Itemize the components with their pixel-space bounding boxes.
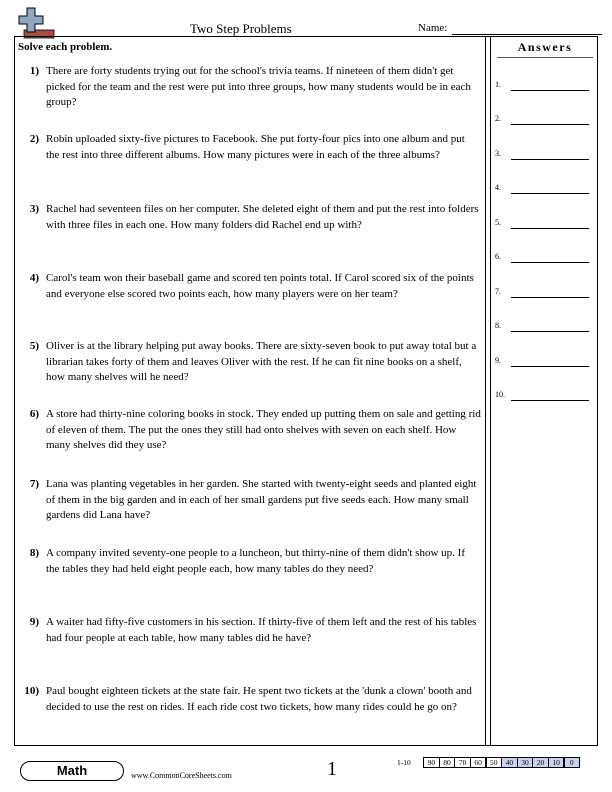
question-text: Oliver is at the library helping put away books. There are sixty-seven book to put away total but a librarian takes forty of them and leaves Oliver with the rest. If he can fit nine books on a shelf, how many shelves will he need? [46,340,477,384]
question-number: 5) [29,340,39,352]
answer-row [495,287,595,301]
answer-row [495,149,595,163]
answer-field[interactable] [511,193,589,194]
question-text: A waiter had fifty-five customers in his section. If thirty-five of them left and the rest of his tables had four people at each table, how many tables did he have? [46,616,477,644]
answer-field[interactable] [511,331,589,332]
score-table [424,757,580,768]
answer-row [495,390,595,404]
question-number: 1) [29,65,39,77]
question-number: 2) [29,133,39,145]
page-title: Two Step Problems [190,21,292,36]
column-divider [485,36,491,746]
score-cell: 20 [532,757,548,768]
instructions: Solve each problem. [18,41,113,53]
question-text: Paul bought eighteen tickets at the state fair. He spent two tickets at the 'dunk a clown' booth and decided to use the rest on rides. If each ride cost two tickets, how many rides could he go on? [46,685,472,713]
question-text: There are forty students trying out for the school's trivia teams. If nineteen of them didn't get picked for the team and the rest were put into three groups, how many students would be in each group? [46,65,471,109]
answer-number: 8. [495,321,501,330]
name-field[interactable] [452,34,602,35]
answer-field[interactable] [511,262,589,263]
answer-field[interactable] [511,90,589,91]
question-number: 3) [29,203,39,215]
answers-heading: Answers [517,40,573,54]
answer-number: 1. [495,80,501,89]
answer-number: 4. [495,183,501,192]
question-text: Rachel had seventeen files on her computer. She deleted eight of them and put the rest into folders with three files in each one. How many folders did Rachel end up with? [46,203,479,231]
answer-row [495,252,595,266]
score-cell: 0 [564,757,580,768]
subject-badge: Math [20,761,124,781]
answer-number: 9. [495,356,501,365]
site-url: www.CommonCoreSheets.com [131,771,232,780]
score-cell: 30 [517,757,533,768]
question-number: 7) [29,478,39,490]
page-number: 1 [327,758,337,780]
answer-row [495,356,595,370]
score-cell: 70 [454,757,470,768]
answer-field[interactable] [511,228,589,229]
answer-number: 10. [495,390,505,399]
question-number: 4) [29,272,39,284]
question-number: 10) [24,685,39,697]
math-plus-logo-icon [14,6,74,40]
answer-field[interactable] [511,159,589,160]
question-number: 9) [29,616,39,628]
question-number: 6) [29,408,39,420]
question-text: A store had thirty-nine coloring books in stock. They ended up putting them on sale and getting rid of eleven of them. The put the ones they still had onto shelves with seven on each shelf. How many shelves did they use? [46,408,481,452]
answer-row [495,114,595,128]
question-text: Carol's team won their baseball game and scored ten points total. If Carol scored six of the points and everyone else scored two points each, how many players were on her team? [46,272,474,300]
score-cell: 90 [423,757,439,768]
answers-heading-rule [497,57,593,58]
question-text: Robin uploaded sixty-five pictures to Facebook. She put forty-four pics into one album and put the rest into three different albums. How many pictures were in each of the three albums? [46,133,465,161]
score-range-label: 1-10 [397,758,411,767]
question-number: 8) [29,547,39,559]
answer-row [495,218,595,232]
answer-number: 2. [495,114,501,123]
score-cell: 40 [501,757,517,768]
answer-field[interactable] [511,297,589,298]
answer-number: 6. [495,252,501,261]
answer-field[interactable] [511,366,589,367]
answer-row [495,321,595,335]
score-cell: 80 [439,757,455,768]
answer-number: 7. [495,287,501,296]
answer-field[interactable] [511,400,589,401]
question-text: A company invited seventy-one people to a luncheon, but thirty-nine of them didn't show up. If the tables they had held eight people each, how many tables do they need? [46,547,465,575]
score-cell: 10 [548,757,564,768]
answer-row [495,183,595,197]
answer-row [495,80,595,94]
answer-number: 3. [495,149,501,158]
score-cell: 60 [470,757,486,768]
score-cell: 50 [486,757,502,768]
question-text: Lana was planting vegetables in her garden. She started with twenty-eight seeds and planted eight of them in the big garden and in each of her small gardens put five seeds each. How many small gardens did Lana have? [46,478,477,522]
answer-number: 5. [495,218,501,227]
answer-field[interactable] [511,124,589,125]
name-label: Name: [418,22,448,34]
